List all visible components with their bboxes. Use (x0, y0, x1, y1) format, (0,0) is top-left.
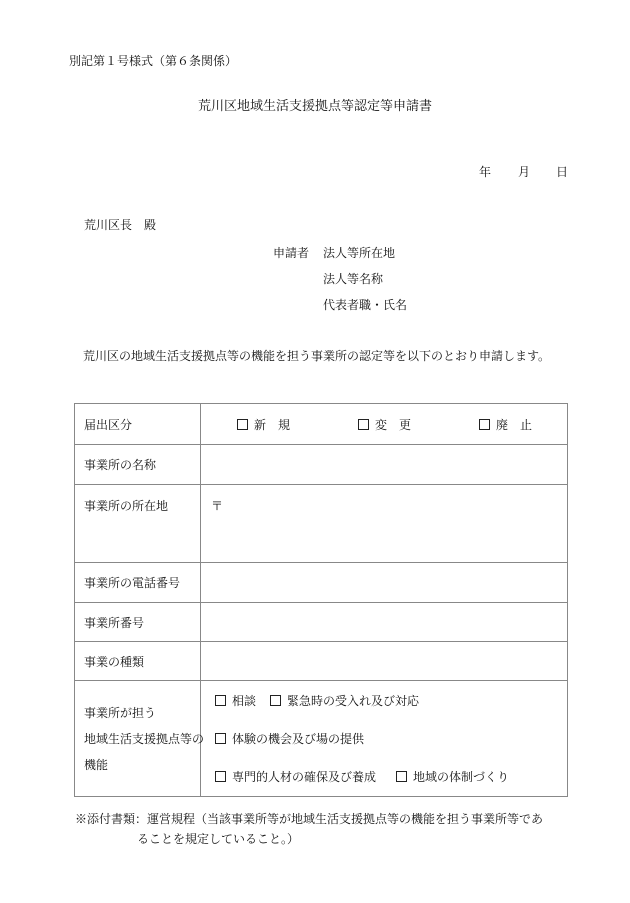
option-change[interactable] (358, 416, 411, 433)
row-office-number (75, 603, 568, 642)
office-address-label: 事業所の所在地 (75, 485, 201, 563)
option-new[interactable] (237, 416, 290, 433)
applicant-address-label: 法人等所在地 (323, 246, 396, 260)
row-office-name (75, 445, 568, 485)
checkbox-experience[interactable] (215, 733, 226, 744)
row-functions (75, 681, 568, 797)
option-specialist[interactable] (215, 770, 376, 784)
checkbox-specialist[interactable] (215, 771, 226, 782)
office-phone-field[interactable] (201, 563, 568, 603)
functions-line-1 (215, 682, 557, 720)
postal-mark: 〒 (211, 499, 224, 513)
row-office-phone (75, 563, 568, 603)
checkbox-change[interactable] (358, 419, 369, 430)
option-emergency-label: 緊急時の受入れ及び対応 (287, 693, 420, 708)
applicant-representative-label: 代表者職・氏名 (323, 298, 408, 312)
row-office-address (75, 485, 568, 563)
option-abolish[interactable] (479, 416, 532, 433)
addressee: 荒川区長 殿 (84, 218, 157, 232)
office-name-label: 事業所の名称 (75, 445, 201, 485)
option-new-label: 新 規 (254, 418, 291, 432)
date-year: 年 (479, 165, 492, 179)
business-type-field[interactable] (201, 642, 568, 681)
row-notification-type (75, 404, 568, 445)
office-address-field[interactable] (201, 485, 568, 563)
document-title: 荒川区地域生活支援拠点等認定等申請書 (197, 99, 432, 114)
applicant-name-label: 法人等名称 (323, 272, 384, 286)
functions-label-line-3: 機能 (84, 757, 109, 772)
office-number-label: 事業所番号 (75, 603, 201, 642)
application-statement: 荒川区の地域生活支援拠点等の機能を担う事業所の認定等を以下のとおり申請します。 (83, 349, 551, 363)
checkbox-abolish[interactable] (479, 419, 490, 430)
option-community-label: 地域の体制づくり (413, 769, 510, 784)
option-experience[interactable] (215, 732, 364, 746)
business-type-label: 事業の種類 (75, 642, 201, 681)
option-experience-label: 体験の機会及び場の提供 (232, 731, 365, 746)
applicant-label: 申請者 (273, 246, 310, 260)
date-month: 月 (518, 165, 531, 179)
checkbox-emergency[interactable] (270, 695, 281, 706)
option-consultation-label: 相談 (232, 693, 257, 708)
option-emergency[interactable] (270, 694, 419, 708)
office-number-field[interactable] (201, 603, 568, 642)
office-phone-label: 事業所の電話番号 (75, 563, 201, 603)
functions-label-line-2: 地域生活支援拠点等の (84, 731, 205, 746)
checkbox-community[interactable] (396, 771, 407, 782)
option-specialist-label: 専門的人材の確保及び養成 (232, 769, 377, 784)
option-abolish-label: 廃 止 (496, 418, 533, 432)
checkbox-consultation[interactable] (215, 695, 226, 706)
application-form-table (74, 403, 568, 797)
attachment-note-line-1: ※添付書類：運営規程（当該事業所等が地域生活支援拠点等の機能を担う事業所等であ (75, 812, 544, 826)
form-number: 別記第１号様式（第６条関係） (69, 54, 238, 68)
functions-label (75, 681, 205, 797)
notification-type-label: 届出区分 (75, 404, 201, 445)
option-community[interactable] (396, 770, 509, 784)
functions-line-2 (215, 720, 557, 758)
date-day: 日 (556, 165, 569, 179)
functions-options (201, 681, 568, 797)
checkbox-new[interactable] (237, 419, 248, 430)
functions-label-line-1: 事業所が担う (84, 705, 157, 720)
option-consultation[interactable] (215, 694, 256, 708)
attachment-note-line-2: ることを規定していること。） (137, 832, 300, 846)
office-name-field[interactable] (201, 445, 568, 485)
functions-line-3 (215, 758, 557, 796)
row-business-type (75, 642, 568, 681)
notification-type-options (201, 404, 568, 445)
option-change-label: 変 更 (375, 418, 412, 432)
